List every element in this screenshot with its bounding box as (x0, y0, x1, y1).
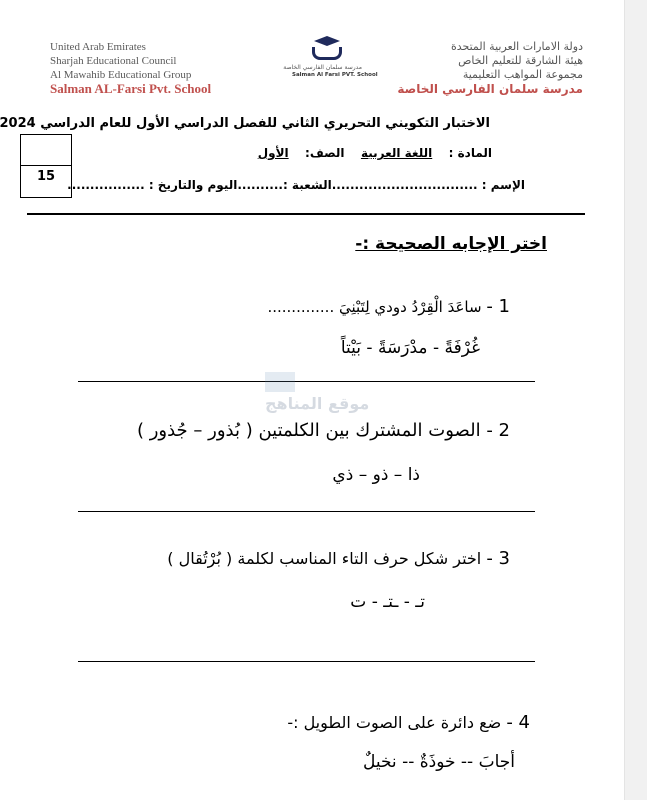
exam-title: الاختبار التكويني التحريري الثاني للفصل الدراسي الأول للعام الدراسي 2024 (0, 116, 490, 131)
section-field[interactable]: الشعبة :.......... (237, 178, 332, 192)
question-4-options[interactable]: أجابَ -- خوذَةٌ -- نخيلٌ (362, 752, 515, 772)
subject-label: المادة : (448, 146, 492, 160)
header-divider (27, 213, 585, 215)
question-2-text: الصوت المشترك بين الكلمتين ( بُذور – جُذور ) (136, 420, 481, 441)
question-1-options[interactable]: غُرْفَةً - مدْرَسَةً - بَيْتاً (340, 338, 480, 358)
question-3-number: 3 - (486, 548, 510, 569)
question-2 (137, 420, 510, 441)
question-4-number: 4 - (506, 712, 530, 733)
instruction-heading: اختر الإجابه الصحيحة :- (355, 234, 547, 254)
question-3-options[interactable]: تـ - ـتـ - ت (350, 592, 425, 612)
total-score: 15 (36, 169, 56, 184)
watermark-text: موقع المناهج (265, 394, 370, 413)
score-box (20, 134, 72, 198)
subject-row (258, 146, 492, 160)
question-3-text: اختر شكل حرف التاء المناسب لكلمة ( بُرْتُقال ) (167, 549, 482, 568)
day-date-field[interactable]: اليوم والتاريخ : ................. (67, 178, 238, 192)
side-margin-strip (624, 0, 647, 800)
arabic-header-line-2: هيئة الشارقة للتعليم الخاص (458, 54, 583, 67)
arabic-header (397, 40, 583, 96)
question-4 (287, 712, 530, 733)
arabic-school-name: مدرسة سلمان الفارسي الخاصة (397, 82, 583, 96)
english-header-line-2: Sharjah Educational Council (50, 55, 177, 67)
english-header-line-1: United Arab Emirates (50, 41, 146, 53)
grade-value: الأول (257, 146, 289, 160)
logo-arabic-caption: مدرسة سلمان الفارسي الخاصة (283, 64, 362, 71)
arabic-header-line-3: مجموعة المواهب التعليمية (462, 68, 583, 81)
subject-value: اللغة العربية (360, 146, 433, 160)
question-2-options[interactable]: ذا – ذو – ذي (332, 465, 420, 485)
question-1 (267, 296, 510, 317)
english-header (50, 40, 211, 96)
watermark (265, 372, 375, 422)
question-4-text: ضع دائرة على الصوت الطويل :- (287, 713, 502, 732)
school-logo (283, 36, 378, 79)
student-info-row (67, 178, 525, 192)
answer-line-2 (78, 511, 535, 512)
question-2-number: 2 - (486, 420, 510, 441)
logo-english-caption: Salman Al Farsi PVT. School (292, 72, 378, 78)
question-1-text: ساعَدَ الْقِرْدُ دودي لِتَبْنِيَ .............. (267, 298, 482, 316)
arabic-header-line-1: دولة الامارات العربية المتحدة (450, 40, 583, 53)
student-name-field[interactable]: الإسم : ................................ (331, 178, 525, 192)
question-1-number: 1 - (486, 296, 510, 317)
graduation-book-icon (310, 36, 344, 62)
question-3 (167, 548, 510, 569)
score-divider (21, 165, 71, 166)
answer-line-3 (78, 661, 535, 662)
grade-label: الصف: (305, 146, 345, 160)
english-school-name: Salman AL-Farsi Pvt. School (50, 81, 212, 96)
english-header-line-3: Al Mawahib Educational Group (50, 69, 192, 81)
